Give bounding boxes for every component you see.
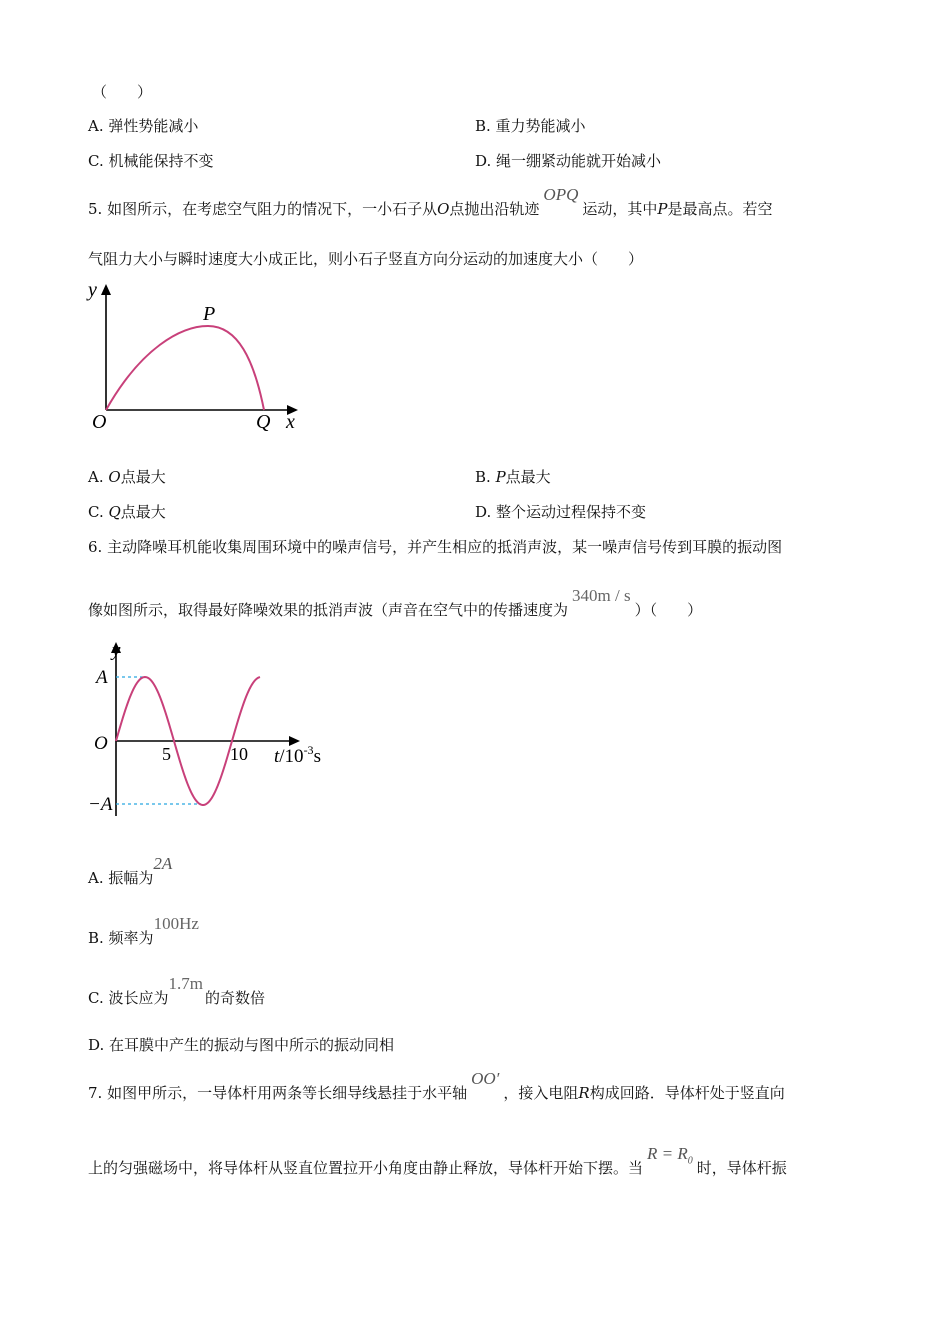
- q6-option-b: B. 频率为100Hz: [88, 914, 199, 947]
- q6-vibration-graph: [86, 638, 346, 823]
- q5-trajectory-label: OPQ: [543, 185, 579, 204]
- x-axis-label: x: [286, 411, 295, 433]
- y-axis-label: y: [88, 279, 97, 301]
- q6-stem-line1: 6. 主动降噪耳机能收集周围环境中的噪声信号，并产生相应的抵消声波，某一噪声信号传到耳膜的振动图: [88, 538, 783, 556]
- q5-option-b: B. P点最大: [475, 468, 551, 486]
- q6-option-a-value: 2A: [153, 854, 173, 873]
- trajectory-curve: [106, 326, 264, 410]
- q4-answer-blank: （ ）: [92, 83, 153, 101]
- peak-label: P: [203, 303, 216, 325]
- neg-amplitude-label: −A: [88, 794, 113, 815]
- t-axis-label: $t/10^{-3}s$: [274, 743, 321, 767]
- tick-5-label: 5: [162, 744, 171, 764]
- tick-10-label: 10: [230, 744, 248, 764]
- origin-label: O: [94, 733, 108, 754]
- q6-stem-line2: 像如图所示，取得最好降噪效果的抵消声波（声音在空气中的传播速度为340m / s）（ ）: [88, 586, 703, 619]
- q7-stem-line2: 上的匀强磁场中，将导体杆从竖直位置拉开小角度由静止释放，导体杆开始下摆。当$R = R_0$ 时，导体杆振: [88, 1144, 787, 1177]
- y-axis-arrow: [101, 284, 111, 295]
- y-axis-label: y: [112, 640, 121, 661]
- q5-trajectory-graph: [86, 278, 316, 438]
- q6-option-b-value: 100Hz: [153, 914, 199, 933]
- q7-stem-line1: 7. 如图甲所示，一导体杆用两条等长细导线悬挂于水平轴OO′，接入电阻R构成回路．导体杆处于竖直向: [88, 1069, 785, 1102]
- q5-stem-line2: 气阻力大小与瞬时速度大小成正比，则小石子竖直方向分运动的加速度大小（ ）: [88, 250, 644, 268]
- q6-option-c: C. 波长应为1.7m的奇数倍: [88, 974, 265, 1007]
- q6-option-d: D. 在耳膜中产生的振动与图中所示的振动同相: [88, 1036, 395, 1054]
- origin-label: O: [92, 411, 107, 433]
- end-label: Q: [256, 411, 271, 433]
- q6-option-c-value: 1.7m: [168, 974, 203, 993]
- q5-option-a: A. O点最大: [88, 468, 166, 486]
- amplitude-label: A: [96, 667, 108, 688]
- q6-speed-value: 340m / s: [572, 586, 631, 605]
- q5-option-d: D. 整个运动过程保持不变: [475, 503, 647, 521]
- q5-stem-line1: 5. 如图所示，在考虑空气阻力的情况下，一小石子从O点抛出沿轨迹OPQ运动，其中P是最高点。若空: [88, 185, 773, 218]
- q7-axis-label: OO′: [471, 1069, 500, 1088]
- q4-option-a: A. 弹性势能减小: [88, 117, 199, 135]
- q4-option-c: C. 机械能保持不变: [88, 152, 214, 170]
- q7-condition: $R = R_0$: [647, 1144, 693, 1167]
- q4-option-b: B. 重力势能减小: [475, 117, 586, 135]
- t-axis-arrow: [289, 736, 300, 746]
- q6-option-a: A. 振幅为2A: [88, 854, 173, 887]
- q4-option-d: D. 绳一绷紧动能就开始减小: [475, 152, 662, 170]
- q5-option-c: C. Q点最大: [88, 503, 166, 521]
